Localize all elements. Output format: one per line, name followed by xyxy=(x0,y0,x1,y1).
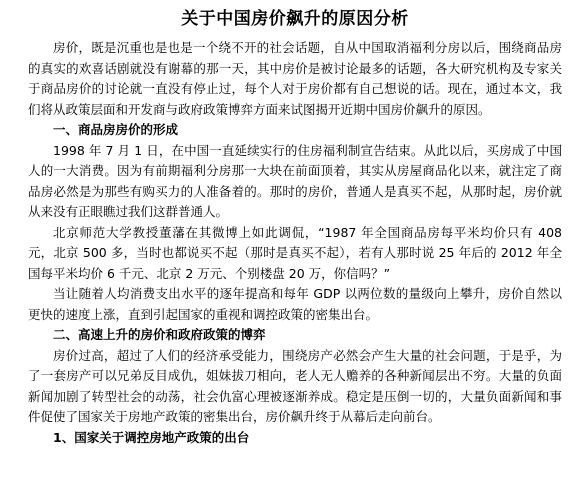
section1-paragraph-1: 1998 年 7 月 1 日，在中国一直延续实行的住房福利制宣告结束。从此以后，买房成了中国人的一大消费。因为有前期福利分房那一大块在前面顶着，其实从房屋商品化以来，就注定了商品房必然是为那些有购买力的人准备着的。那时的房价，普通人是真买不起，从那时起，房价就从来没有正眼瞧过我们这群普通人。 xyxy=(28,142,562,219)
document-title: 关于中国房价飙升的原因分析 xyxy=(181,9,409,29)
section-heading-2: 二、高速上升的房价和政府政策的博弈 xyxy=(53,327,266,342)
section1-paragraph-2: 北京师范大学教授董藩在其微博上如此调侃，“1987 年全国商品房每平米均价只有 408 元，北京 500 多，当时也都说买不起（那时是真买不起），若有人那时说 25 年后的 2012 年全国每平米均价 6 千元、北京 2 万元、个别楼盘 20 万，你信吗？” xyxy=(28,224,562,281)
intro-paragraph: 房价，既是沉重也是也是一个绕不开的社会话题，自从中国取消福利分房以后，围绕商品房的真实的欢喜话剧就没有谢幕的那一天，其中房价是被讨论最多的话题，各大研究机构及专家关于商品房价的讨论就一直没有停止过，每个人对于房价都有自己想说的话。现在，通过本文，我们将从政策层面和开发商与政府政策博弈方面来试图揭开近期中国房价飙升的原因。 xyxy=(28,40,562,117)
section2-paragraph-1: 房价过高，超过了人们的经济承受能力，围绕房产必然会产生大量的社会问题，于是乎，为了一套房产可以兄弟反目成仇，姐妹拔刀相向，老人无人赡养的各种新闻层出不穷。大量的负面新闻加剧了转型社会的动荡，社会仇富心理被逐渐养成。稳定是压倒一切的，大量负面新闻和事件促使了国家关于房地产政策的密集出台，房价飙升终于从幕后走向前台。 xyxy=(28,347,562,424)
section-heading-1: 一、商品房房价的形成 xyxy=(53,122,179,137)
subsection-heading: 1、国家关于调控房地产政策的出台 xyxy=(53,429,250,445)
section1-paragraph-3: 当让随着人均消费支出水平的逐年提高和每年 GDP 以两位数的量级向上攀升，房价自然以更快的速度上涨，直到引起国家的重视和调控政策的密集出台。 xyxy=(28,286,562,322)
